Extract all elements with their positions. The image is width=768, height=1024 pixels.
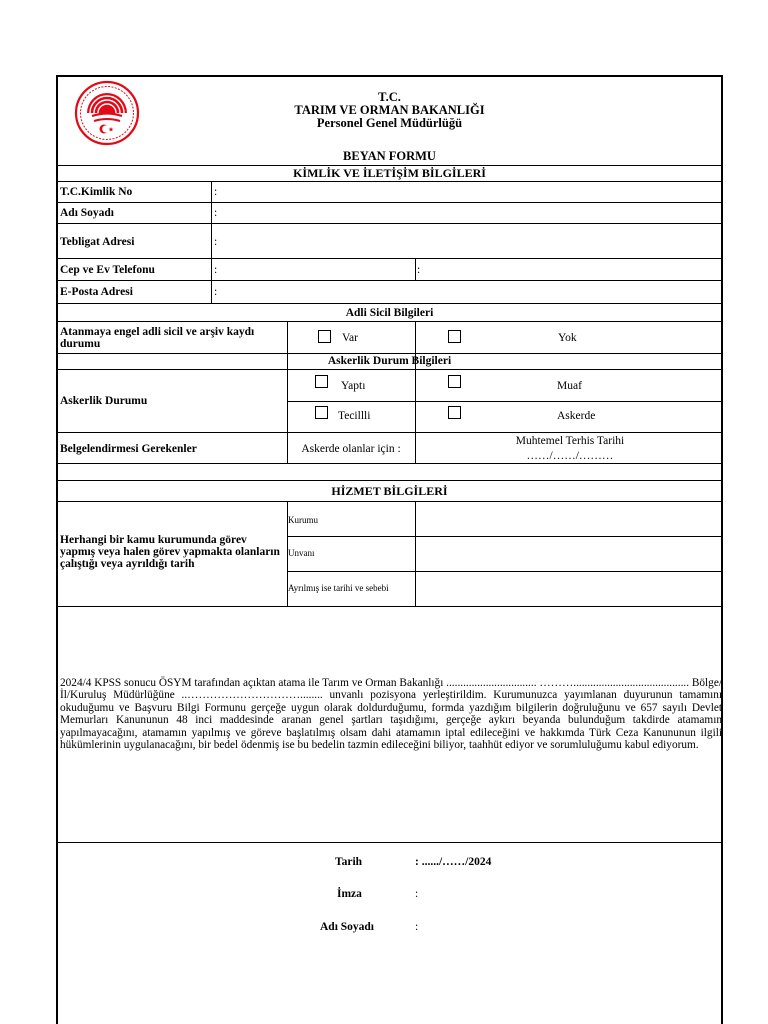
signature-field[interactable]: [424, 883, 624, 903]
var-checkbox[interactable]: [318, 330, 331, 343]
declaration-text: 2024/4 KPSS sonucu ÖSYM tarafından açıktan atama ile Tarım ve Orman Bakanlığı ................................ ………......................................... Bölge/İl/Kuruluş Müdürlüğüne ..…………………………........ unvanlı pozisyona yerleştirildim. Kurumunuzca yayımlanan duyurunun tamamını okuduğumu ve Başvuru Bilgi Formunu gerçeğe uygun olarak doldurduğumu, formda yazdığım bilgilerin doğruluğunu ve 657 sayılı Devlet Memurları Kanununun 48 inci maddesinde aranan genel şartları taşıdığımı, gerçeğe aykırı beyanda bulunduğum takdirde atamamın yapılmayacağını, atamamın yapılmış ve göreve başlatılmış olsam dahi atamamın iptal edileceğini ve hakkımda Türk Ceza Kanununun ilgili hükümlerinin uygulanacağını, bir bedel ödenmiş ise bu bedelin tazmin edileceğini biliyor, taahhüt ediyor ve sorumluluğumu kabul ediyorum.: [60, 677, 722, 752]
address-field[interactable]: [220, 225, 720, 257]
form-title: BEYAN FORMU: [343, 149, 436, 163]
signer-name-label: Adı Soyadı: [320, 921, 375, 933]
service-section-title: HİZMET BİLGİLERİ: [331, 484, 448, 498]
tc-label: T.C.Kimlik No: [60, 186, 133, 198]
sign-colon: :: [415, 888, 419, 900]
name-colon: :: [214, 207, 218, 219]
tc-colon: :: [214, 186, 218, 198]
header-department: Personel Genel Müdürlüğü: [316, 116, 463, 130]
serving-note: Askerde olanlar için :: [301, 443, 401, 455]
criminal-question: Atanmaya engel adli sicil ve arşiv kaydı durumu: [60, 326, 255, 350]
phone-colon-2: :: [417, 264, 421, 276]
yok-checkbox[interactable]: [448, 330, 461, 343]
muaf-checkbox[interactable]: [448, 375, 461, 388]
phone-colon-1: :: [214, 264, 218, 276]
address-label: Tebligat Adresi: [60, 236, 135, 248]
yapti-label: Yaptı: [341, 380, 366, 392]
yok-label: Yok: [558, 332, 577, 344]
leave-label: Ayrılmış ise tarihi ve sebebi: [288, 583, 389, 593]
email-label: E-Posta Adresi: [60, 286, 133, 298]
declaration-form: [56, 75, 723, 1024]
var-label: Var: [342, 332, 358, 344]
name-label: Adı Soyadı: [60, 207, 115, 219]
askerde-label: Askerde: [557, 410, 596, 422]
home-phone-field[interactable]: [423, 260, 720, 278]
leave-field[interactable]: [417, 573, 720, 604]
title-field[interactable]: [417, 538, 720, 569]
mobile-phone-field[interactable]: [220, 260, 413, 278]
muaf-label: Muaf: [557, 380, 582, 392]
signer-name-field[interactable]: [424, 916, 624, 936]
discharge-label: Muhtemel Terhis Tarihi: [515, 435, 625, 447]
name-field[interactable]: [220, 204, 720, 222]
phone-label: Cep ve Ev Telefonu: [60, 264, 155, 276]
military-section-title: Askerlik Durum Bilgileri: [327, 355, 452, 367]
header-ministry: TARIM VE ORMAN BAKANLIĞI: [294, 103, 485, 117]
service-question: Herhangi bir kamu kurumunda görev yapmış veya halen görev yapmakta olanların çalıştığı veya ayrıldığı tarih: [60, 534, 280, 570]
tecilli-checkbox[interactable]: [315, 406, 328, 419]
email-colon: :: [214, 286, 218, 298]
email-field[interactable]: [220, 282, 720, 301]
tecilli-label: Tecillli: [338, 410, 371, 422]
tc-field[interactable]: [220, 183, 720, 201]
criminal-section-title: Adli Sicil Bilgileri: [345, 307, 434, 319]
askerde-checkbox[interactable]: [448, 406, 461, 419]
yapti-checkbox[interactable]: [315, 375, 328, 388]
institution-field[interactable]: [417, 503, 720, 534]
signer-name-colon: :: [415, 921, 419, 933]
institution-label: Kurumu: [288, 515, 318, 525]
title-label: Unvanı: [288, 548, 315, 558]
identity-section-title: KİMLİK VE İLETİŞİM BİLGİLERİ: [293, 166, 486, 180]
address-colon: :: [214, 236, 218, 248]
date-field[interactable]: : ....../……/2024: [415, 856, 492, 868]
discharge-date-field[interactable]: ……/……/………: [526, 450, 614, 462]
docs-label: Belgelendirmesi Gerekenler: [60, 443, 197, 455]
sign-label: İmza: [337, 888, 362, 900]
header-tc: T.C.: [378, 90, 401, 104]
date-label: Tarih: [335, 856, 363, 868]
military-status-label: Askerlik Durumu: [60, 395, 148, 407]
